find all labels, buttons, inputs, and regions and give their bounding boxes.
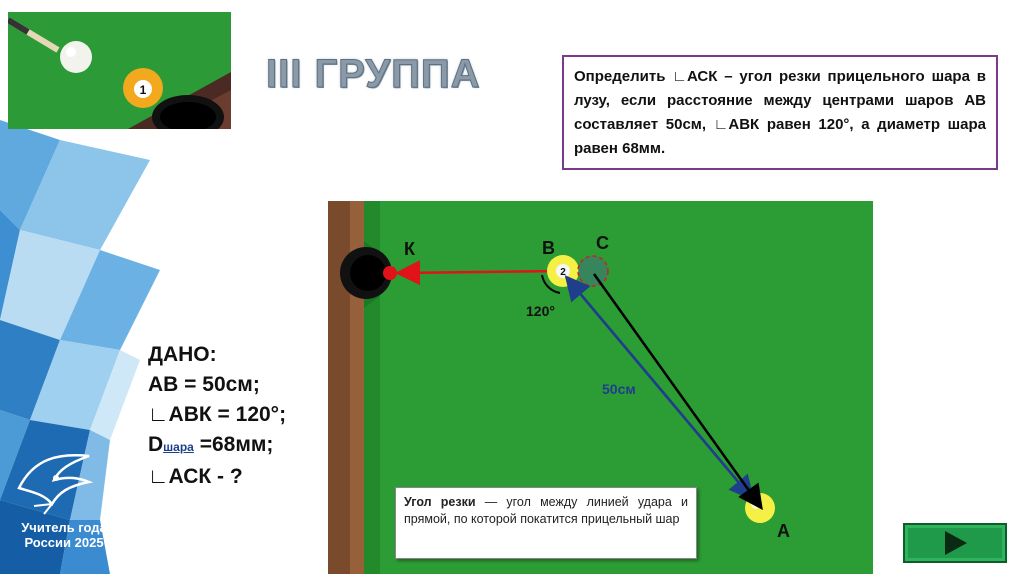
diameter-symbol: D xyxy=(148,433,164,456)
definition-term: Угол резки xyxy=(404,495,476,509)
ghost-ball-c xyxy=(578,256,608,286)
diameter-value: =68мм; xyxy=(193,433,274,456)
given-line-question: ∟АСК - ? xyxy=(148,465,243,488)
label-k: К xyxy=(404,239,415,259)
angle-label: 120° xyxy=(526,303,555,319)
billiard-photo-illustration xyxy=(8,12,231,129)
distance-label: 50см xyxy=(602,381,636,397)
label-b: В xyxy=(542,238,555,258)
logo-caption-line1: Учитель года xyxy=(21,520,107,535)
given-line-ab: АВ = 50см; xyxy=(148,373,260,396)
given-line-diameter xyxy=(148,430,286,462)
definition-text: — угол между линией удара и прямой, по которой покатится прицельный шар xyxy=(404,495,688,526)
logo-caption xyxy=(14,520,114,550)
label-c: С xyxy=(596,233,609,253)
task-description: Определить ∟АСК – угол резки прицельного шара в лузу, если расстояние между центрами шаров АВ составляет 50см, ∟АВК равен 120°, а диаметр шара равен 68мм. xyxy=(562,55,998,170)
next-slide-button[interactable] xyxy=(903,523,1007,563)
label-a: А xyxy=(777,521,790,541)
point-k-marker xyxy=(383,266,397,280)
photo-ball-number: 1 xyxy=(139,83,147,97)
given-header: ДАНО: xyxy=(148,343,217,366)
ball-a xyxy=(745,493,775,523)
play-triangle-icon xyxy=(905,525,1005,561)
given-line-angle: ∟АВК = 120°; xyxy=(148,403,287,426)
definition-box xyxy=(395,487,697,559)
group-title: III ГРУППА xyxy=(266,52,481,96)
billiard-photo xyxy=(8,12,231,129)
ball-number: 2 xyxy=(560,267,566,278)
diameter-subscript: шара xyxy=(163,440,194,454)
given-block xyxy=(148,340,286,492)
logo-caption-line2: России 2025 xyxy=(24,535,104,550)
eagle-logo-icon xyxy=(14,448,94,516)
